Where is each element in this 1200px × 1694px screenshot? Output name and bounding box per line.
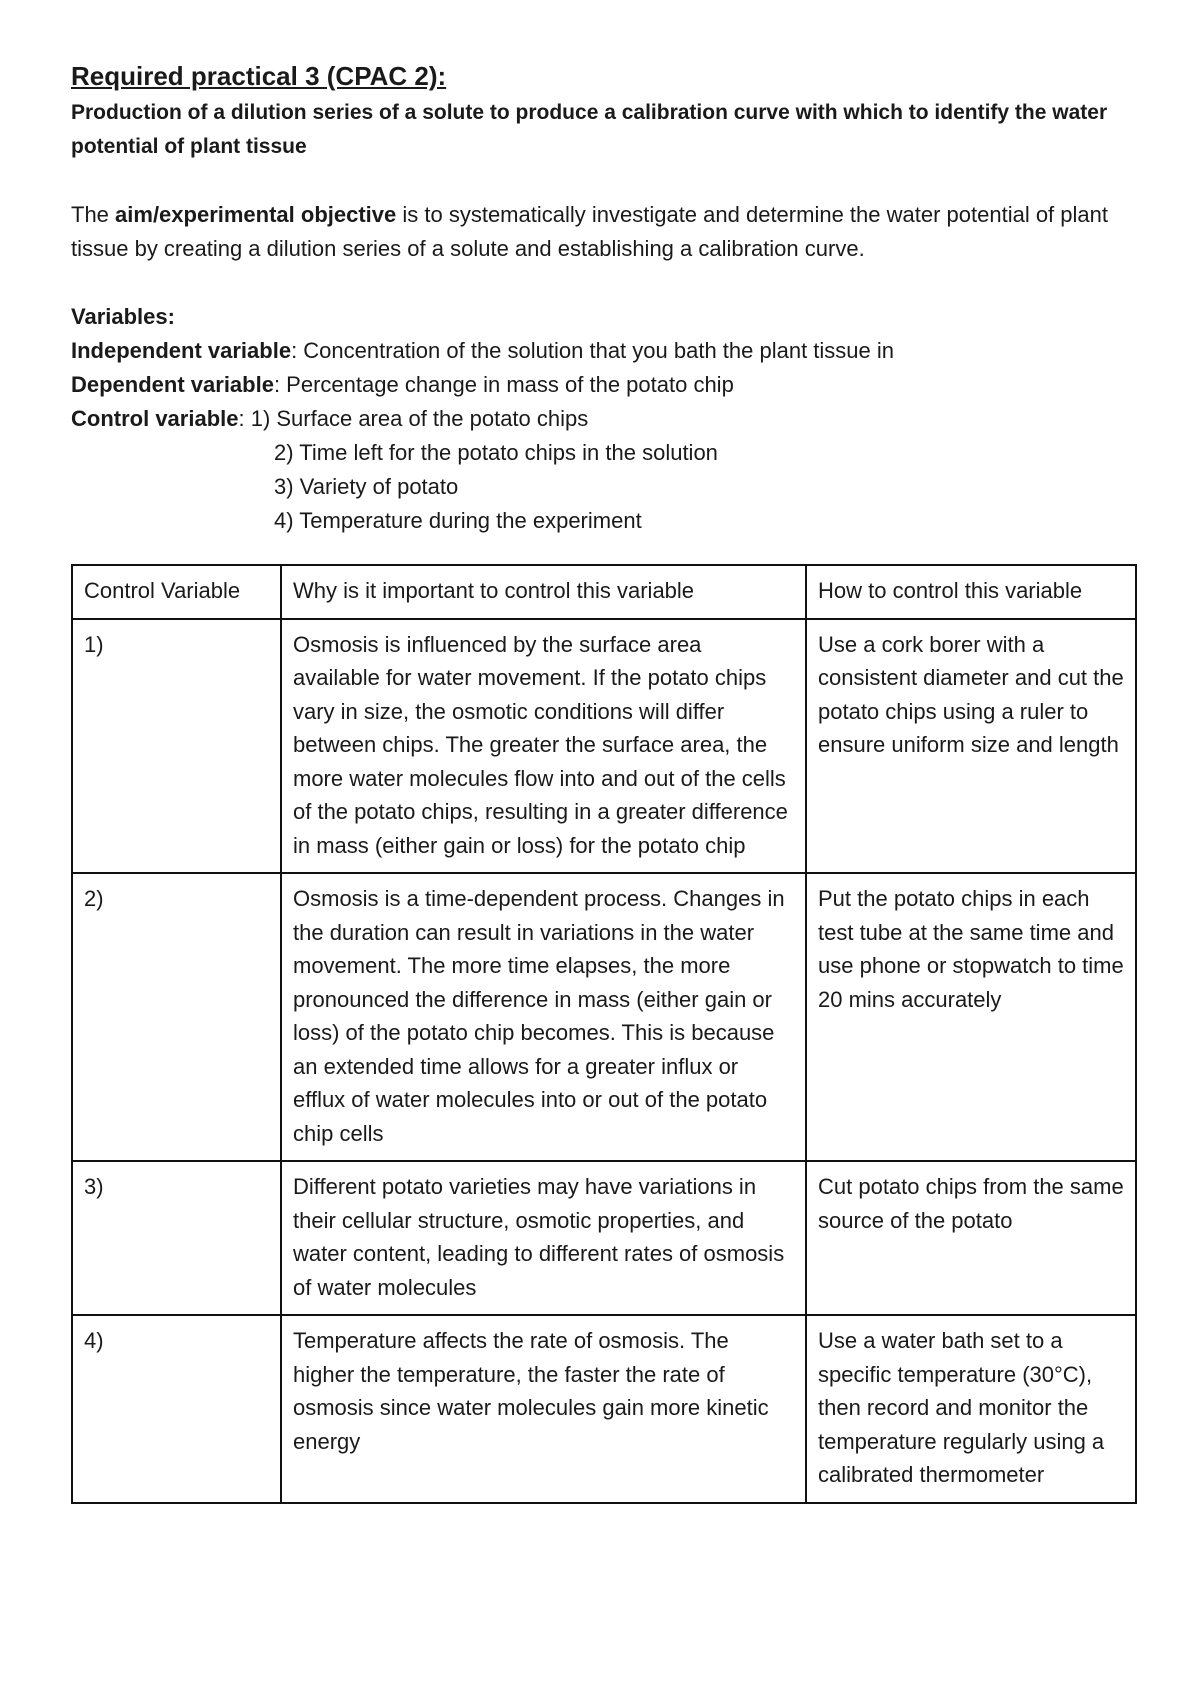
row-number: 1) <box>72 619 281 874</box>
row-number: 2) <box>72 873 281 1161</box>
control-label: Control variable <box>71 406 239 431</box>
control-variable <box>71 402 1135 436</box>
row-why: Osmosis is influenced by the surface area available for water movement. If the potato chips vary in size, the osmotic conditions will differ between chips. The greater the surface area, the more water molecules flow into and out of the cells of the potato chips, resulting in a greater difference in mass (either gain or loss) for the potato chip <box>281 619 806 874</box>
table-header-cell: Why is it important to control this variable <box>281 565 806 619</box>
table-row <box>72 1315 1136 1503</box>
control-item: 3) Variety of potato <box>274 474 459 499</box>
variables-heading: Variables: <box>71 304 175 329</box>
aim-label: aim/experimental objective <box>115 202 397 227</box>
control-item: 4) Temperature during the experiment <box>274 508 642 533</box>
row-how: Use a water bath set to a specific temperature (30°C), then record and monitor the temperature regularly using a calibrated thermometer <box>806 1315 1136 1503</box>
dependent-text: : Percentage change in mass of the potato chip <box>273 372 734 397</box>
control-item: : 1) Surface area of the potato chips <box>238 406 589 431</box>
document-body <box>71 56 1135 538</box>
table-row <box>72 1161 1136 1315</box>
page-title: Required practical 3 (CPAC 2): <box>71 61 447 91</box>
independent-text: : Concentration of the solution that you bath the plant tissue in <box>291 338 895 363</box>
row-how: Use a cork borer with a consistent diameter and cut the potato chips using a ruler to ensure uniform size and length <box>806 619 1136 874</box>
spacer <box>71 164 1135 198</box>
spacer <box>71 266 1135 300</box>
row-number: 3) <box>72 1161 281 1315</box>
independent-variable <box>71 334 1135 368</box>
aim-text: is to systematically investigate and determine the water potential of plant tissue by creating a dilution series of a solute and establishing a calibration curve. <box>71 202 1108 261</box>
page-subtitle: Production of a dilution series of a solute to produce a calibration curve with which to identify the water potential of plant tissue <box>71 101 1108 158</box>
row-why: Osmosis is a time-dependent process. Changes in the duration can result in variations in the water movement. The more time elapses, the more pronounced the difference in mass (either gain or loss) of the potato chip becomes. This is because an extended time allows for a greater influx or efflux of water molecules into or out of the potato chip cells <box>281 873 806 1161</box>
dependent-variable <box>71 368 1135 402</box>
control-item: 2) Time left for the potato chips in the solution <box>274 440 718 465</box>
row-why: Different potato varieties may have variations in their cellular structure, osmotic properties, and water content, leading to different rates of osmosis of water molecules <box>281 1161 806 1315</box>
row-why: Temperature affects the rate of osmosis. The higher the temperature, the faster the rate of osmosis since water molecules gain more kinetic energy <box>281 1315 806 1503</box>
table-row <box>72 873 1136 1161</box>
independent-label: Independent variable <box>71 338 292 363</box>
row-how: Cut potato chips from the same source of the potato <box>806 1161 1136 1315</box>
aim-prefix: The <box>71 202 116 227</box>
control-variables-table <box>71 564 1137 1504</box>
table-header-row <box>72 565 1136 619</box>
table-header-cell: Control Variable <box>72 565 281 619</box>
aim-paragraph <box>71 198 1135 266</box>
table-header-cell: How to control this variable <box>806 565 1136 619</box>
table-row <box>72 619 1136 874</box>
dependent-label: Dependent variable <box>71 372 274 397</box>
row-number: 4) <box>72 1315 281 1503</box>
row-how: Put the potato chips in each test tube at the same time and use phone or stopwatch to time 20 mins accurately <box>806 873 1136 1161</box>
